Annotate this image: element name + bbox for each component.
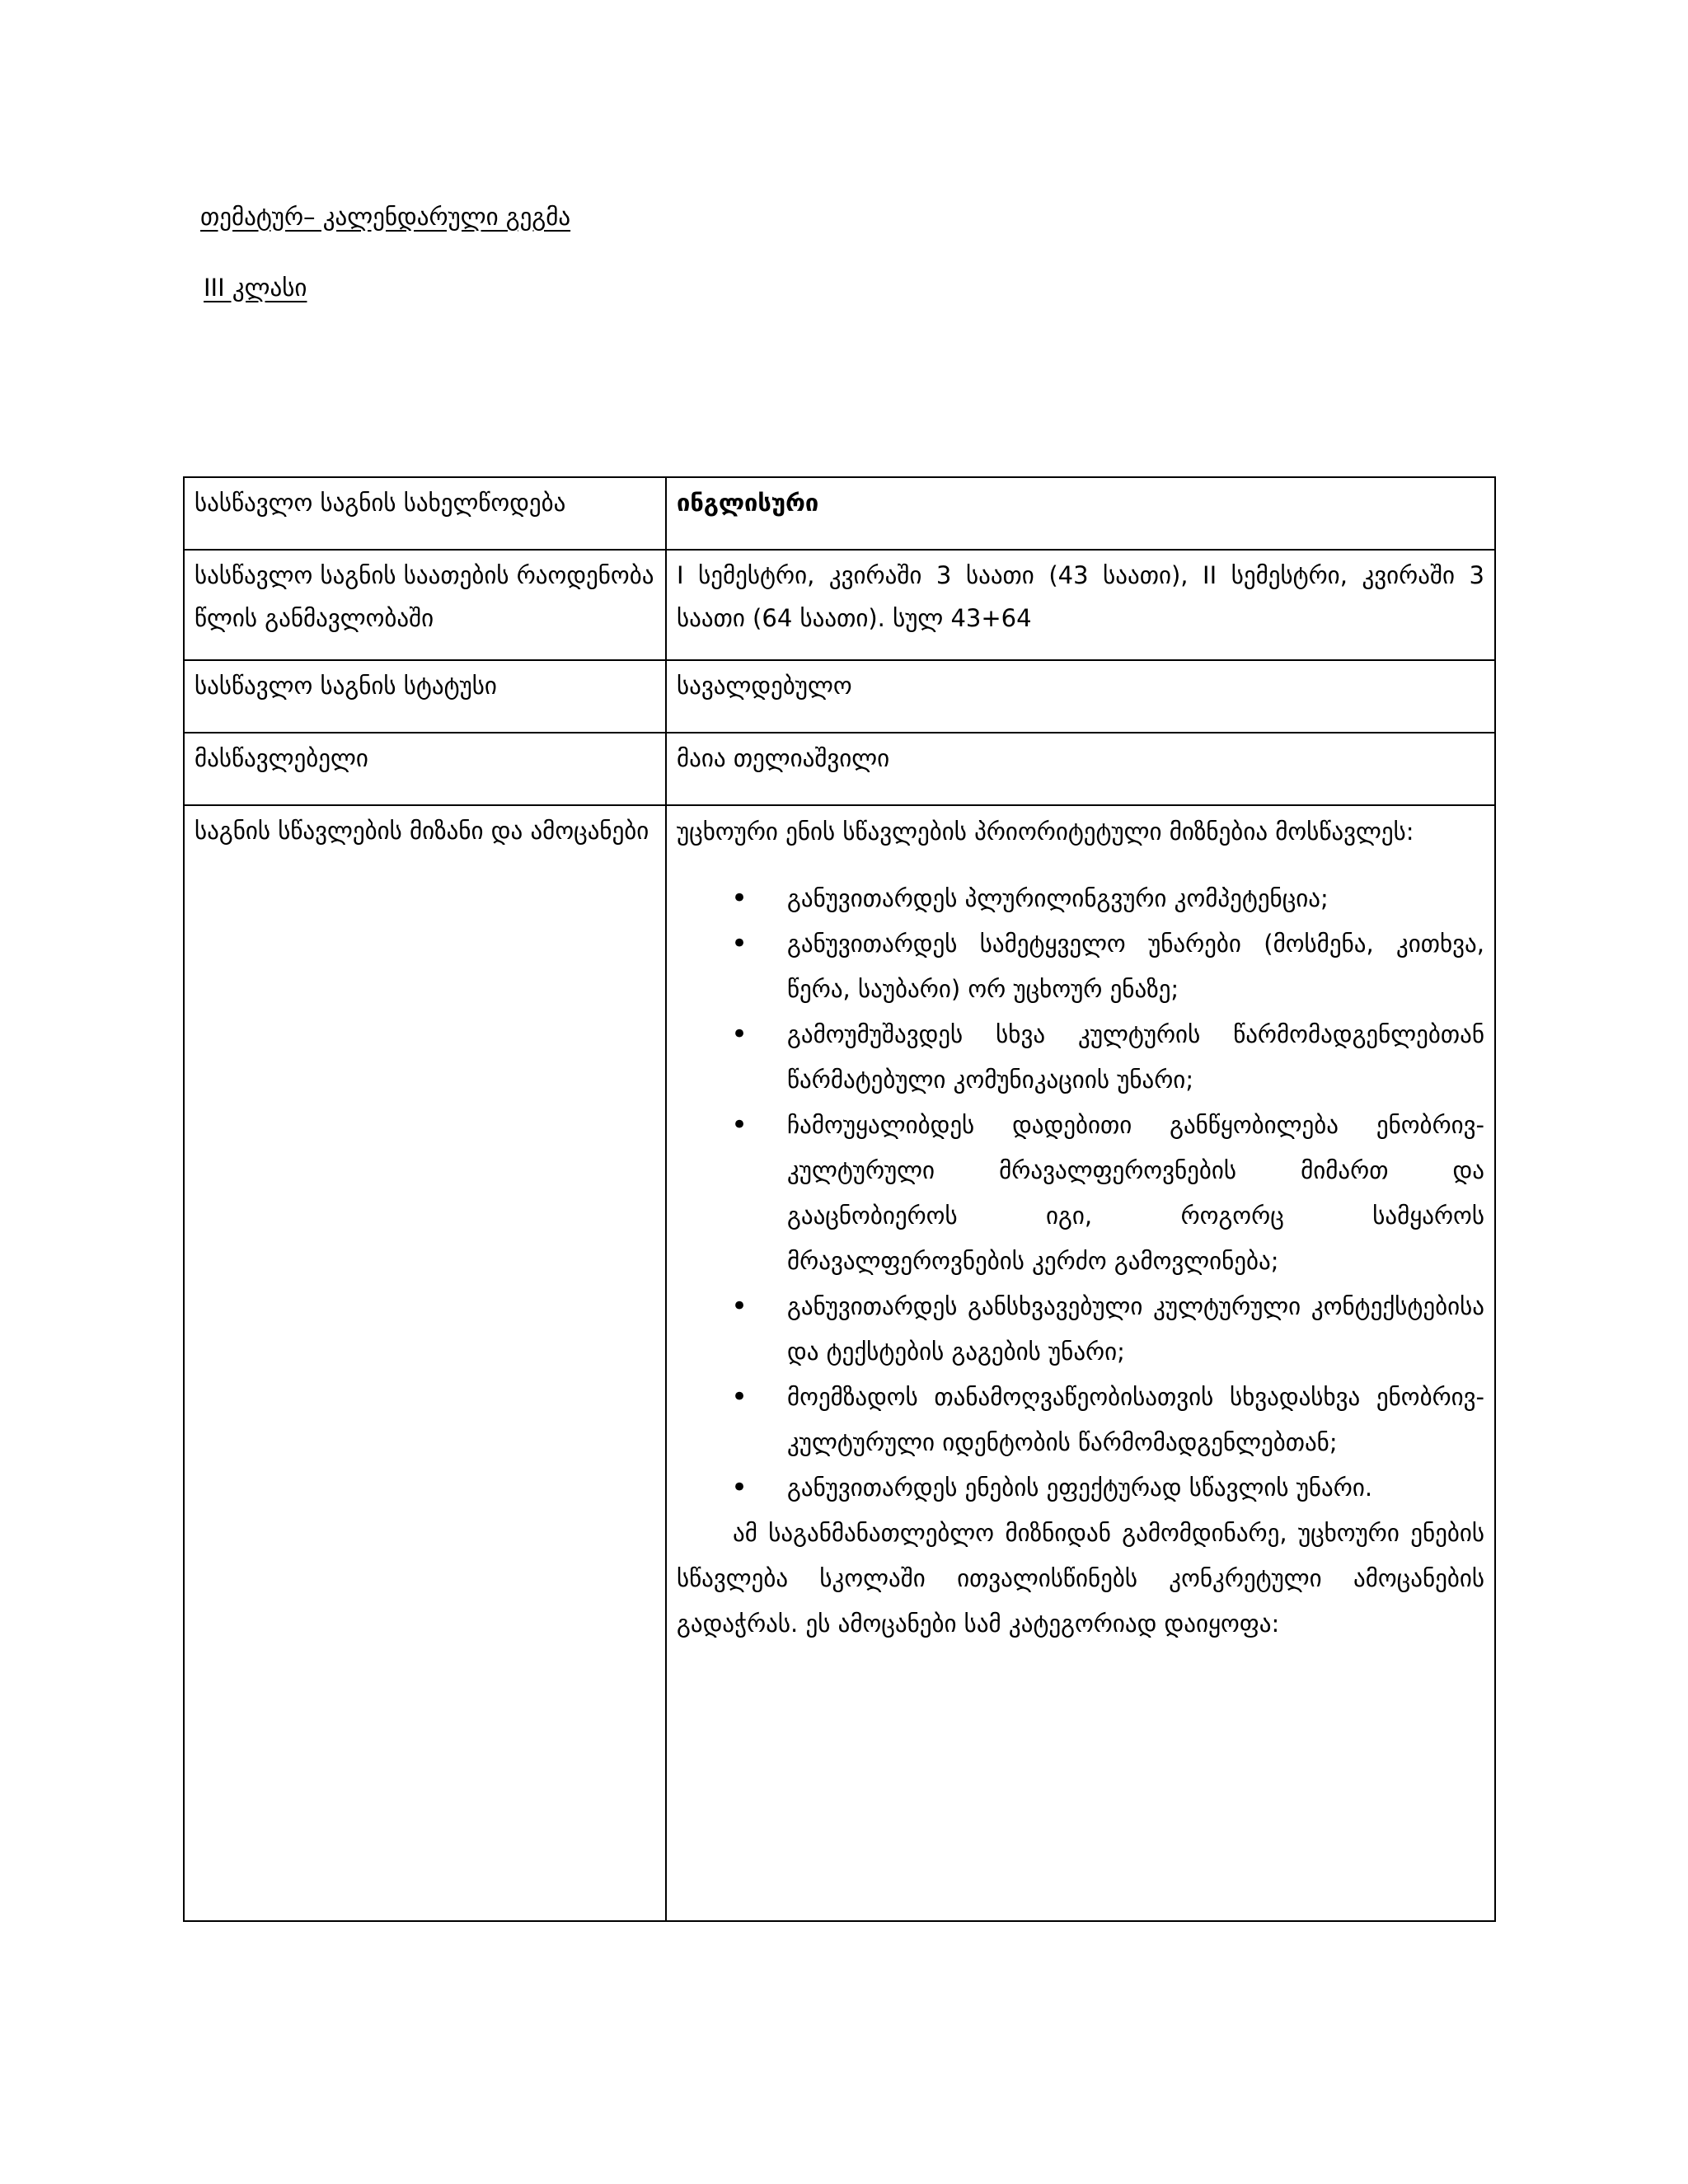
goal-text: განუვითარდეს განსხვავებული კულტურული კონტექსტებისა და ტექსტების გაგების უნარი; <box>787 1292 1484 1366</box>
bullet-icon: • <box>731 1108 748 1141</box>
table-row <box>184 805 1495 1921</box>
goals-list <box>677 876 1484 1511</box>
table-row <box>184 477 1495 550</box>
document-title: თემატურ– კალენდარული გეგმა <box>200 203 571 231</box>
goal-text: განუვითარდეს პლურილინგვური კომპეტენცია; <box>787 884 1329 912</box>
goal-text: განუვითარდეს სამეტყველო უნარები (მოსმენა, კითხვა, წერა, საუბარი) ორ უცხოურ ენაზე; <box>787 930 1484 1003</box>
bullet-icon: • <box>731 1290 748 1323</box>
teacher-value: მაია თელიაშვილი <box>666 733 1495 805</box>
table-row <box>184 733 1495 805</box>
list-item <box>731 1012 1484 1103</box>
list-item <box>731 1465 1484 1511</box>
hours-value: I სემესტრი, კვირაში 3 საათი (43 საათი), II სემესტრი, კვირაში 3 საათი (64 საათი). სულ 43+64 <box>666 550 1495 660</box>
teacher-label: მასწავლებელი <box>184 733 666 805</box>
status-label: სასწავლო საგნის სტატუსი <box>184 660 666 733</box>
grade-heading: III კლასი <box>204 274 307 302</box>
bullet-icon: • <box>731 1018 748 1051</box>
goals-intro: უცხოური ენის სწავლების პრიორიტეტული მიზნებია მოსწავლეს: <box>677 818 1414 846</box>
subject-info-table <box>183 476 1496 1922</box>
goals-label: საგნის სწავლების მიზანი და ამოცანები <box>184 805 666 1921</box>
list-item <box>731 876 1484 921</box>
bullet-icon: • <box>731 1471 748 1504</box>
bullet-icon: • <box>731 1380 748 1413</box>
bullet-icon: • <box>731 927 748 960</box>
status-value: სავალდებულო <box>666 660 1495 733</box>
bullet-icon: • <box>731 882 748 915</box>
table-row <box>184 660 1495 733</box>
goal-text: ჩამოუყალიბდეს დადებითი განწყობილება ენობრივ-კულტურული მრავალფეროვნების მიმართ და გააცნობიეროს იგი, როგორც სამყაროს მრავალფეროვნების კერძო გამოვლინება; <box>787 1111 1484 1275</box>
goals-closing-paragraph: ამ საგანმანათლებლო მიზნიდან გამომდინარე, უცხოური ენების სწავლება სკოლაში ითვალისწინებს კონკრეტული ამოცანების გადაჭრას. ეს ამოცანები სამ კატეგორიად დაიყოფა: <box>677 1519 1484 1638</box>
subject-name-value: ინგლისური <box>666 477 1495 550</box>
list-item <box>731 1284 1484 1375</box>
subject-name-label: სასწავლო საგნის სახელწოდება <box>184 477 666 550</box>
table-row <box>184 550 1495 660</box>
hours-label: სასწავლო საგნის საათების რაოდენობა წლის განმავლობაში <box>184 550 666 660</box>
list-item <box>731 1103 1484 1284</box>
goal-text: განუვითარდეს ენების ეფექტურად სწავლის უნარი. <box>787 1474 1373 1502</box>
list-item <box>731 921 1484 1012</box>
list-item <box>731 1375 1484 1465</box>
goals-cell <box>666 805 1495 1921</box>
goal-text: გამოუმუშავდეს სხვა კულტურის წარმომადგენლებთან წარმატებული კომუნიკაციის უნარი; <box>787 1020 1484 1094</box>
goal-text: მოემზადოს თანამოღვაწეობისათვის სხვადასხვა ენობრივ-კულტურული იდენტობის წარმომადგენლებთან; <box>787 1383 1484 1456</box>
